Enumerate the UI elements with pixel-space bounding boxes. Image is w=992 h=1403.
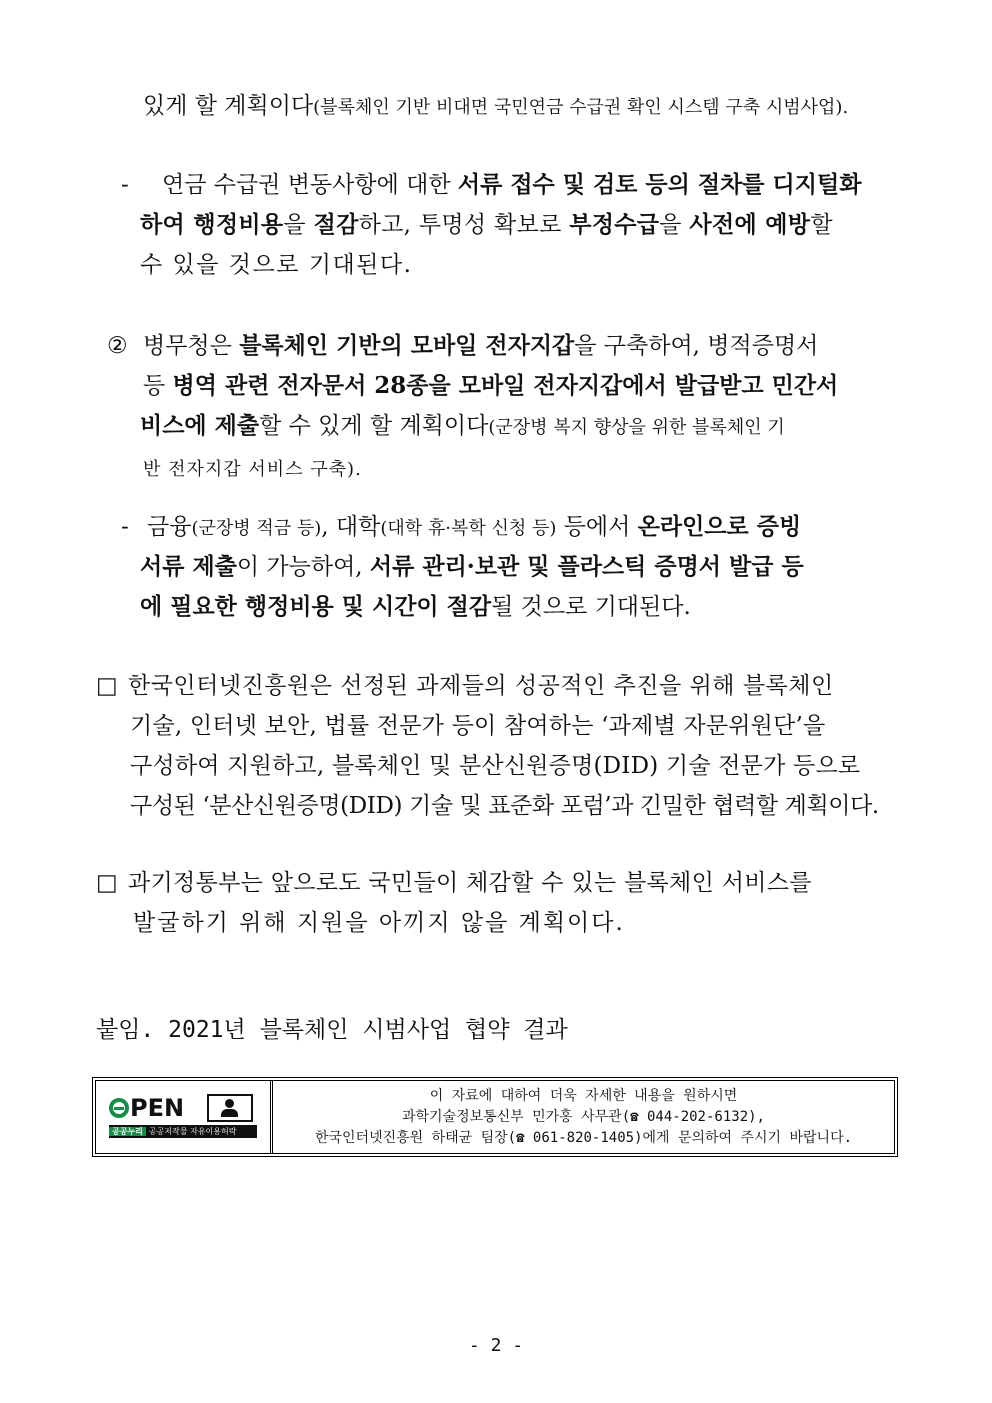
- text: 을: [659, 212, 690, 238]
- text: 금융: [147, 514, 192, 540]
- contact-info: [273, 1081, 894, 1153]
- text: 등: [143, 373, 173, 399]
- note-text: 반 전자지갑 서비스 구축).: [143, 459, 362, 480]
- para2-sub-line1: [147, 511, 801, 545]
- bold-text: 서류 접수 및 검토 등의 절차를 디지털화: [457, 171, 862, 198]
- bold-text: 서류 관리·보관 및 플라스틱 증명서 발급 등: [369, 553, 804, 580]
- para2-sub-line2: [140, 551, 804, 583]
- text: , 대학: [321, 514, 381, 540]
- para1-line1-main: 있게 할 계획이다: [143, 93, 314, 119]
- text: 등에서: [556, 514, 638, 540]
- open-mark: [109, 1094, 184, 1122]
- bold-text: 비스에 제출: [140, 412, 260, 439]
- bold-text: 부정수급: [569, 211, 660, 238]
- bold-text: 절감: [313, 211, 359, 238]
- contact-line2: 과학기술정보통신부 민가홍 사무관(☎ 044-202-6132),: [401, 1108, 765, 1125]
- page-number: - 2 -: [468, 1335, 524, 1356]
- note-text: (군장병 적금 등): [191, 518, 322, 539]
- contact-box: [92, 1077, 898, 1157]
- kogl-logo-cell: [96, 1081, 273, 1153]
- para3-line4: 구성된 ‘분산신원증명(DID) 기술 및 표준화 포럼’과 긴밀한 협력할 계획이다.: [130, 793, 879, 819]
- para4-line1: 과기정통부는 앞으로도 국민들이 체감할 수 있는 블록체인 서비스를: [128, 870, 812, 896]
- bold-text: 블록체인 기반의 모바일 전자지갑: [239, 332, 575, 359]
- text: 될 것으로 기대된다.: [491, 594, 691, 620]
- para3-marker: □: [96, 673, 118, 699]
- para1-sub-line3: 수 있을 것으로 기대된다.: [140, 252, 413, 278]
- attribution-person-icon: [207, 1094, 253, 1122]
- para1-line1: [143, 90, 848, 124]
- para3-line3: 구성하여 지원하고, 블록체인 및 분산신원증명(DID) 기술 전문가 등으로: [130, 753, 861, 779]
- person-body: [221, 1109, 238, 1117]
- note-text: (군장병 복지 향상을 위한 블록체인 기: [488, 417, 785, 438]
- para1-sub-line2: [140, 209, 833, 241]
- para2-line2: [143, 370, 838, 402]
- kogl-open-logo: [109, 1094, 257, 1140]
- kogl-desc: 공공저작물 자유이용허락: [148, 1127, 237, 1136]
- text: 이 가능하여,: [236, 554, 370, 580]
- contact-line1: 이 자료에 대하여 더욱 자세한 내용을 원하시면: [429, 1087, 738, 1104]
- text: 을: [283, 212, 314, 238]
- text: 하고, 투명성 확보로: [358, 212, 570, 238]
- bold-text: 에 필요한 행정비용 및 시간이 절감: [140, 593, 492, 620]
- bold-text: 온라인으로 증빙: [637, 513, 802, 540]
- para3-line2: 기술, 인터넷 보안, 법률 전문가 등이 참여하는 ‘과제별 자문위원단’을: [130, 713, 826, 739]
- para2-sub-marker: -: [121, 514, 129, 540]
- open-logo-text: PEN: [130, 1094, 185, 1122]
- para2-line3: [140, 410, 785, 444]
- para2-line1: [143, 330, 818, 362]
- text: 병무청은: [143, 333, 240, 359]
- bold-text: 병역 관련 전자문서 28종을 모바일 전자지갑에서 발급받고 민간서: [172, 372, 839, 399]
- contact-box-inner: [95, 1080, 895, 1154]
- note-text: (대학 휴·복학 신청 등): [380, 518, 557, 539]
- bold-text: 서류 제출: [140, 553, 237, 580]
- para4-line2: 발굴하기 위해 지원을 아끼지 않을 계획이다.: [133, 910, 625, 936]
- para2-sub-line3: [140, 591, 691, 623]
- para1-sub-line1: [162, 169, 861, 201]
- open-o-icon: [109, 1098, 129, 1118]
- bold-text: 하여 행정비용: [140, 211, 284, 238]
- para2-line4: [143, 452, 362, 486]
- contact-line3: 한국인터넷진흥원 하태균 팀장(☎ 061-820-1405)에게 문의하여 주시기 바랍니다.: [314, 1129, 853, 1146]
- bold-text: 사전에 예방: [689, 211, 811, 238]
- para2-marker: ②: [107, 333, 128, 359]
- kogl-logo-bar: [109, 1125, 257, 1138]
- para3-line1: 한국인터넷진흥원은 선정된 과제들의 성공적인 추진을 위해 블록체인: [128, 673, 834, 699]
- para4-marker: □: [96, 870, 118, 896]
- text: 을 구축하여, 병적증명서: [574, 333, 819, 359]
- text: 할 수 있게 할 계획이다: [259, 413, 489, 439]
- text: 할: [810, 212, 833, 238]
- kogl-label: 공공누리: [109, 1127, 146, 1136]
- text: 연금 수급권 변동사항에 대한: [162, 172, 458, 198]
- person-head: [225, 1099, 234, 1108]
- para1-line1-note: (블록체인 기반 비대면 국민연금 수급권 확인 시스템 구축 시범사업).: [313, 97, 849, 118]
- attachment-label: 붙임. 2021년 블록체인 시범사업 협약 결과: [96, 1017, 568, 1043]
- para1-sub-marker: -: [121, 172, 129, 198]
